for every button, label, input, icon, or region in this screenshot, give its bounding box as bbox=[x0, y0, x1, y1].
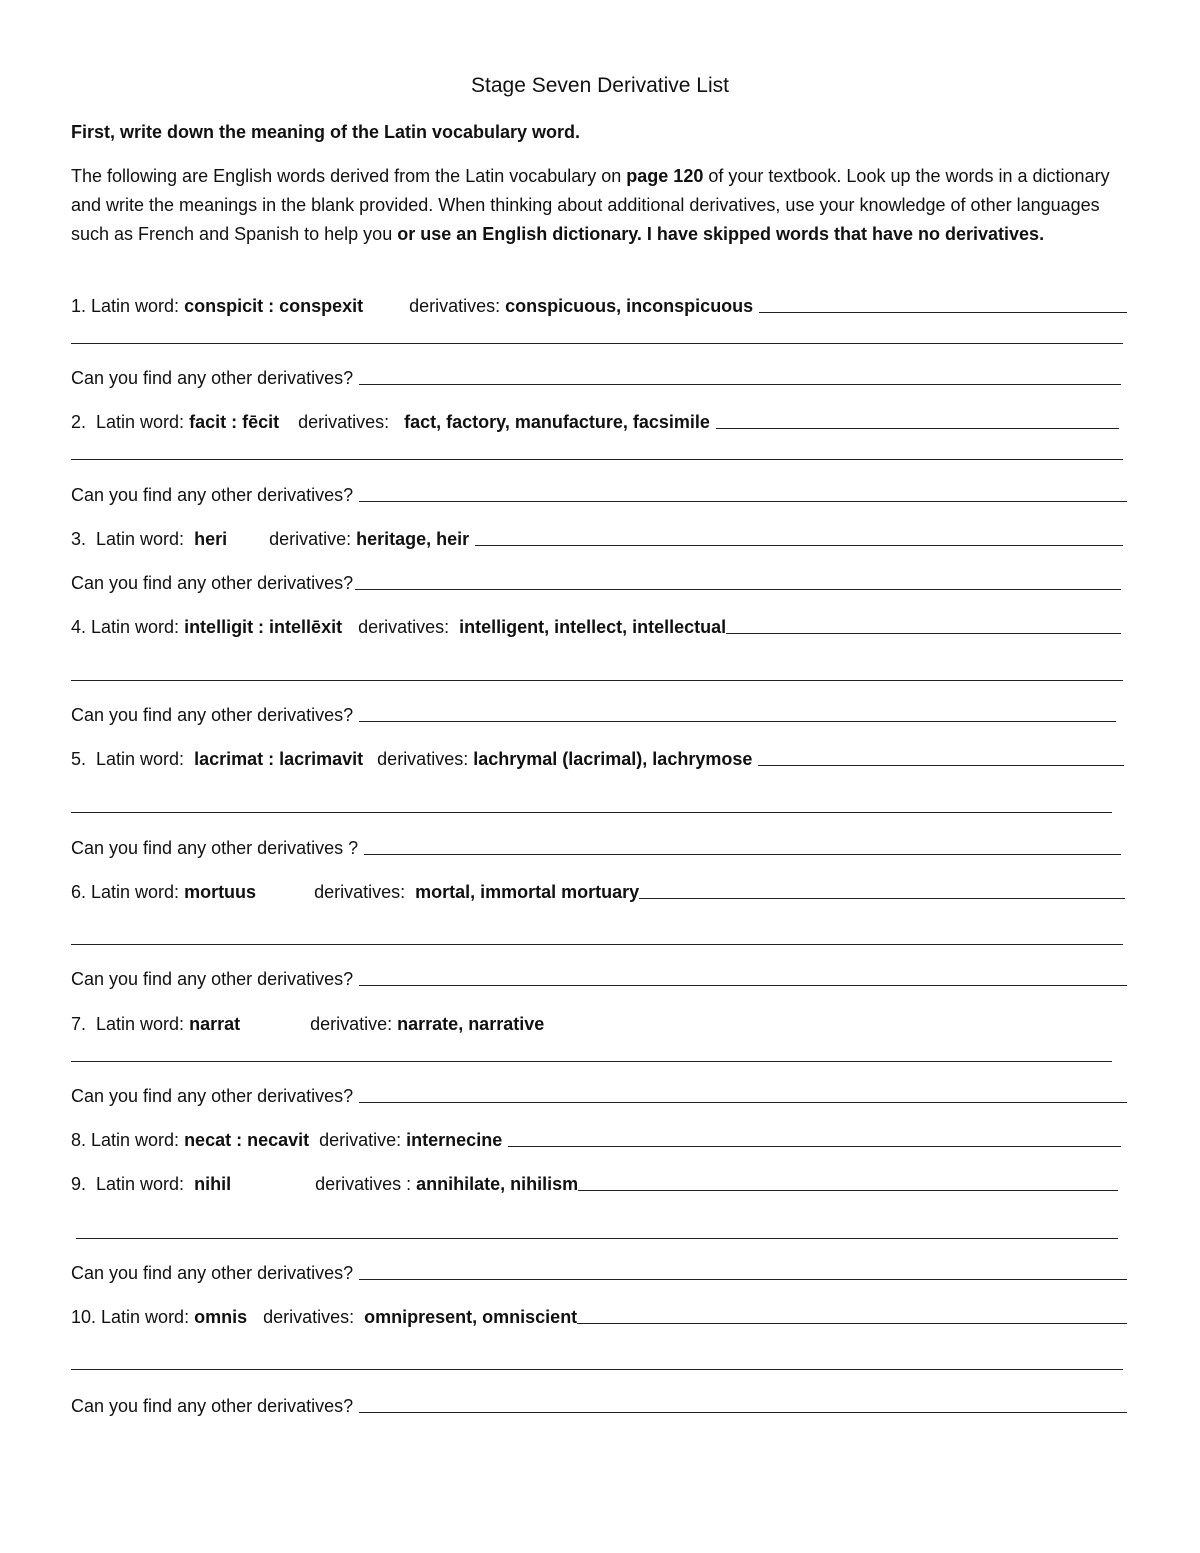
other-prompt: Can you find any other derivatives? bbox=[71, 368, 354, 388]
derivatives: conspicuous, inconspicuous bbox=[505, 296, 754, 316]
latin-word: intelligit : intellēxit bbox=[184, 617, 343, 637]
derivatives: heritage, heir bbox=[356, 529, 470, 549]
other-prompt: Can you find any other derivatives? bbox=[71, 573, 354, 593]
item-number: 9. Latin word: bbox=[71, 1174, 195, 1194]
answer-line[interactable] bbox=[71, 944, 1123, 945]
other-prompt: Can you find any other derivatives? bbox=[71, 1396, 354, 1416]
derivatives: lachrymal (lacrimal), lachrymose bbox=[473, 749, 753, 769]
answer-line[interactable] bbox=[71, 812, 1112, 813]
intro-page-ref: page 120 bbox=[626, 166, 704, 186]
item-10 bbox=[71, 1305, 1127, 1329]
derivatives: intelligent, intellect, intellectual bbox=[459, 617, 727, 637]
item-number: 3. Latin word: bbox=[71, 529, 195, 549]
intro-text-2: of your textbook. Look up the words in a dictionary and write the meanings in the blank provided. When thinking about additional derivatives, use your knowledge of other languages such as French and Spanish to help you bbox=[71, 166, 1110, 244]
answer-line[interactable] bbox=[76, 1238, 1118, 1239]
derivatives-label: derivatives: bbox=[358, 617, 460, 637]
other-derivatives-9 bbox=[71, 1261, 1127, 1285]
item-8 bbox=[71, 1128, 1121, 1152]
other-derivatives-5 bbox=[71, 836, 1121, 860]
other-blank[interactable] bbox=[359, 1279, 1127, 1280]
intro-paragraph bbox=[71, 162, 1131, 249]
other-blank[interactable] bbox=[359, 721, 1116, 722]
answer-line[interactable] bbox=[71, 343, 1123, 344]
item-7 bbox=[71, 1012, 544, 1036]
item-number: 5. Latin word: bbox=[71, 749, 195, 769]
item-3 bbox=[71, 527, 1123, 551]
latin-word: narrat bbox=[189, 1014, 241, 1034]
answer-line[interactable] bbox=[71, 1369, 1123, 1370]
derivatives-label: derivatives: bbox=[263, 1307, 365, 1327]
other-blank[interactable] bbox=[355, 589, 1121, 590]
meaning-blank[interactable] bbox=[758, 765, 1124, 766]
other-prompt: Can you find any other derivatives? bbox=[71, 1263, 354, 1283]
item-9 bbox=[71, 1172, 1118, 1196]
meaning-blank[interactable] bbox=[759, 312, 1127, 313]
other-prompt: Can you find any other derivatives? bbox=[71, 1086, 354, 1106]
other-prompt: Can you find any other derivatives ? bbox=[71, 838, 359, 858]
item-number: 8. Latin word: bbox=[71, 1130, 185, 1150]
instruction-text: First, write down the meaning of the Latin vocabulary word. bbox=[71, 122, 581, 142]
derivatives-label: derivative: bbox=[319, 1130, 407, 1150]
other-prompt: Can you find any other derivatives? bbox=[71, 485, 354, 505]
latin-word: necat : necavit bbox=[184, 1130, 310, 1150]
answer-line[interactable] bbox=[71, 1061, 1112, 1062]
item-1 bbox=[71, 294, 1127, 318]
meaning-blank[interactable] bbox=[578, 1190, 1118, 1191]
derivatives: omnipresent, omniscient bbox=[364, 1307, 578, 1327]
derivatives-label: derivatives: bbox=[298, 412, 405, 432]
other-blank[interactable] bbox=[359, 1412, 1127, 1413]
item-6 bbox=[71, 880, 1125, 904]
other-blank[interactable] bbox=[359, 1102, 1127, 1103]
item-4 bbox=[71, 615, 1121, 639]
derivatives: annihilate, nihilism bbox=[416, 1174, 579, 1194]
intro-text-bold: or use an English dictionary. I have skipped words that have no derivatives. bbox=[397, 224, 1045, 244]
meaning-blank[interactable] bbox=[639, 898, 1125, 899]
derivatives: narrate, narrative bbox=[397, 1014, 545, 1034]
item-number: 10. Latin word: bbox=[71, 1307, 195, 1327]
meaning-blank[interactable] bbox=[475, 545, 1123, 546]
other-prompt: Can you find any other derivatives? bbox=[71, 705, 354, 725]
item-5 bbox=[71, 747, 1124, 771]
other-blank[interactable] bbox=[359, 501, 1127, 502]
meaning-blank[interactable] bbox=[726, 633, 1121, 634]
derivatives: internecine bbox=[406, 1130, 503, 1150]
derivatives-label: derivative: bbox=[269, 529, 357, 549]
item-number: 7. Latin word: bbox=[71, 1014, 190, 1034]
answer-line[interactable] bbox=[71, 680, 1123, 681]
other-blank[interactable] bbox=[359, 985, 1127, 986]
answer-line[interactable] bbox=[71, 459, 1123, 460]
latin-word: omnis bbox=[194, 1307, 248, 1327]
item-number: 4. Latin word: bbox=[71, 617, 185, 637]
latin-word: nihil bbox=[194, 1174, 232, 1194]
derivatives: mortal, immortal mortuary bbox=[415, 882, 640, 902]
other-derivatives-1 bbox=[71, 366, 1121, 390]
other-derivatives-3 bbox=[71, 571, 1121, 595]
item-number: 2. Latin word: bbox=[71, 412, 190, 432]
meaning-blank[interactable] bbox=[716, 428, 1119, 429]
derivatives-label: derivatives: bbox=[409, 296, 506, 316]
meaning-blank[interactable] bbox=[577, 1323, 1127, 1324]
other-prompt: Can you find any other derivatives? bbox=[71, 969, 354, 989]
item-number: 1. Latin word: bbox=[71, 296, 185, 316]
other-derivatives-6 bbox=[71, 967, 1127, 991]
latin-word: mortuus bbox=[184, 882, 257, 902]
intro-text-1: The following are English words derived from the Latin vocabulary on bbox=[71, 166, 627, 186]
derivatives: fact, factory, manufacture, facsimile bbox=[404, 412, 710, 432]
item-2 bbox=[71, 410, 1119, 434]
derivatives-label: derivatives : bbox=[315, 1174, 417, 1194]
other-derivatives-10 bbox=[71, 1394, 1127, 1418]
latin-word: facit : fēcit bbox=[189, 412, 280, 432]
other-blank[interactable] bbox=[364, 854, 1121, 855]
item-number: 6. Latin word: bbox=[71, 882, 185, 902]
other-derivatives-4 bbox=[71, 703, 1116, 727]
latin-word: heri bbox=[194, 529, 228, 549]
derivatives-label: derivative: bbox=[310, 1014, 398, 1034]
latin-word: lacrimat : lacrimavit bbox=[194, 749, 364, 769]
other-derivatives-2 bbox=[71, 483, 1127, 507]
derivatives-label: derivatives: bbox=[314, 882, 416, 902]
other-derivatives-7 bbox=[71, 1084, 1127, 1108]
page-title: Stage Seven Derivative List bbox=[471, 74, 729, 97]
derivatives-label: derivatives: bbox=[377, 749, 474, 769]
instruction bbox=[71, 118, 1131, 147]
meaning-blank[interactable] bbox=[508, 1146, 1121, 1147]
other-blank[interactable] bbox=[359, 384, 1121, 385]
latin-word: conspicit : conspexit bbox=[184, 296, 364, 316]
